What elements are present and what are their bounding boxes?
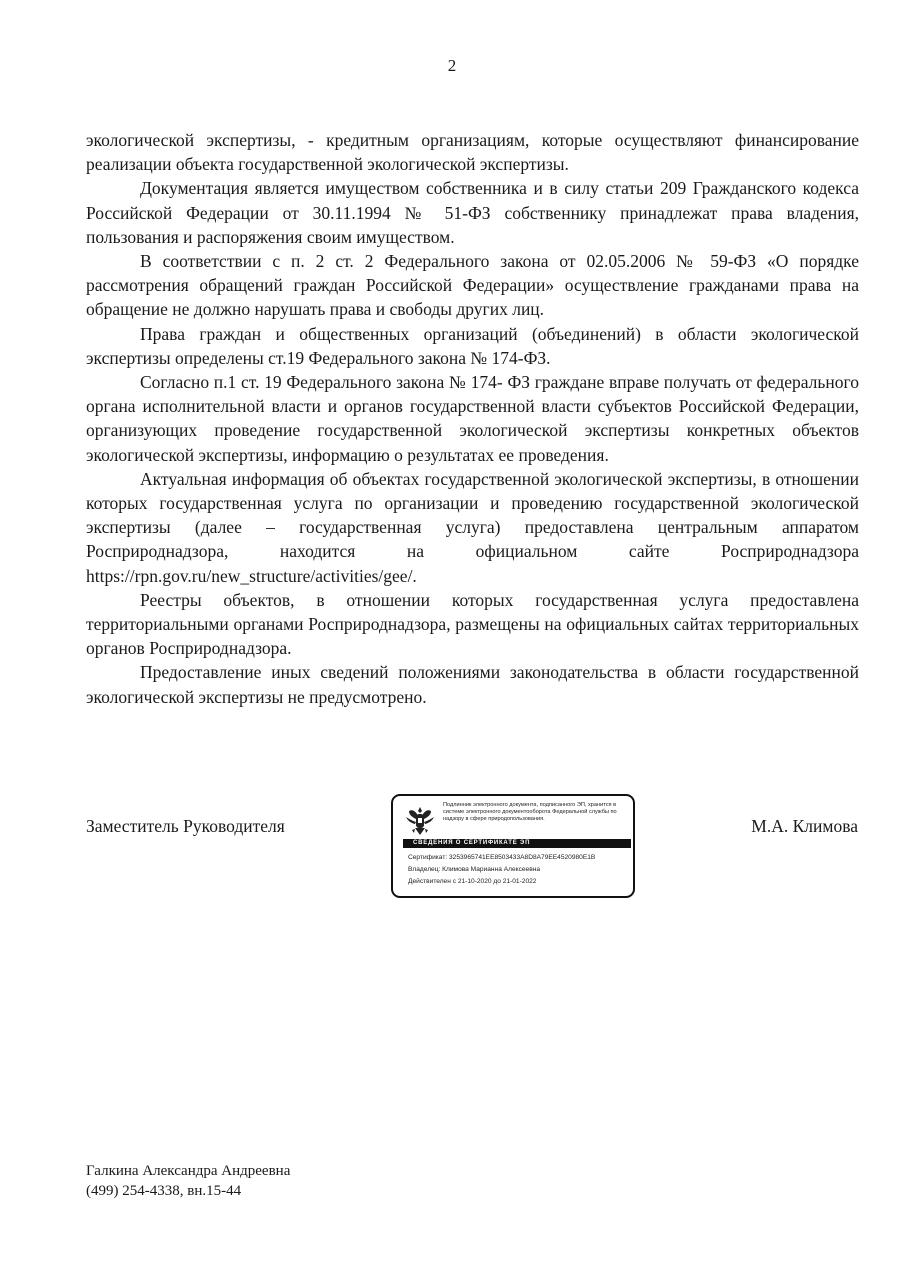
electronic-signature-stamp <box>391 794 635 898</box>
signer-position: Заместитель Руководителя <box>86 816 285 836</box>
paragraph: Согласно п.1 ст. 19 Федерального закона № 174- ФЗ граждане вправе получать от федерального органа исполнительной власти и органов государственной власти субъектов Российской Федерации, организующих проведение государственной экологической экспертизы конкретных объектов экологической экспертизы, информацию о результатах ее проведения. <box>86 372 859 465</box>
paragraph: В соответствии с п. 2 ст. 2 Федерального закона от 02.05.2006 № 59-ФЗ «О порядке рассмотрения обращений граждан Российской Федерации» осуществление гражданами права на обращение не должно нарушать права и свободы других лиц. <box>86 251 859 320</box>
stamp-certificate-header: СВЕДЕНИЯ О СЕРТИФИКАТЕ ЭП <box>403 839 631 848</box>
letter-body <box>86 128 859 709</box>
double-headed-eagle-emblem-icon <box>403 803 437 839</box>
paragraph: экологической экспертизы, - кредитным организациям, которые осуществляют финансирование реализации объекта государственной экологической экспертизы. <box>86 130 859 175</box>
stamp-owner: Владелец: Климова Марианна Алексеевна <box>408 866 541 873</box>
executor-info <box>86 1161 290 1201</box>
stamp-intro-text: Подлинник электронного документа, подписанного ЭП, хранится в системе электронного документооборота Федеральной службы по надзору в сфере природопользования. <box>443 802 617 823</box>
paragraph: Права граждан и общественных организаций (объединений) в области экологической экспертизы определены ст.19 Федерального закона № 174-ФЗ. <box>86 323 859 368</box>
signer-name: М.А. Климова <box>751 816 858 836</box>
executor-name: Галкина Александра Андреевна <box>86 1163 291 1179</box>
stamp-certificate-number: Сертификат: 3253965741EE8503433A8D8A79EE4520980E1B <box>408 854 596 861</box>
paragraph: Документация является имуществом собственника и в силу статьи 209 Гражданского кодекса Российской Федерации от 30.11.1994 № 51-ФЗ собственнику принадлежат права владения, пользования и распоряжения своим имуществом. <box>86 178 859 247</box>
paragraph: Реестры объектов, в отношении которых государственная услуга предоставлена территориальными органами Росприроднадзора, размещены на официальных сайтах территориальных органов Росприроднадзора. <box>86 589 859 659</box>
page-number: 2 <box>447 56 457 75</box>
executor-phone: (499) 254-4338, вн.15-44 <box>86 1183 242 1199</box>
stamp-validity: Действителен с 21-10-2020 до 21-01-2022 <box>408 878 537 885</box>
paragraph: Предоставление иных сведений положениями законодательства в области государственной экологической экспертизы не предусмотрено. <box>86 662 859 707</box>
paragraph: Актуальная информация об объектах государственной экологической экспертизы, в отношении которых государственная услуга по организации и проведению государственной экологической экспертизы (далее – государственная услуга) предоставлена центральным аппаратом Росприроднадзора, находится на официальном сайте Росприроднадзора https://rpn.gov.ru/new_structure/activities/gee/. <box>86 468 859 586</box>
